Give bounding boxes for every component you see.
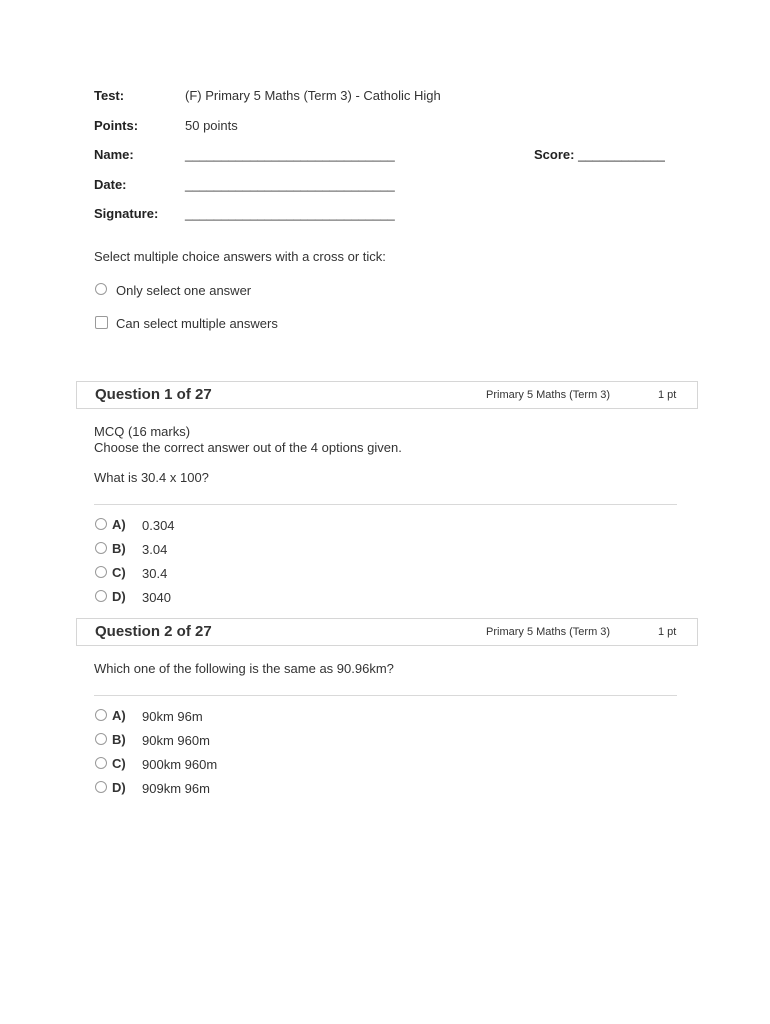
instructions-text: Select multiple choice answers with a cross or tick:: [94, 249, 386, 264]
option-text: 3040: [142, 590, 171, 605]
question-1-points: 1 pt: [658, 389, 677, 401]
date-field[interactable]: _____________________________: [185, 177, 395, 192]
question-2-header: [76, 618, 698, 646]
question-1-intro-line2: Choose the correct answer out of the 4 options given.: [94, 440, 402, 455]
divider: [94, 504, 677, 505]
option-text: 30.4: [142, 566, 168, 581]
score-line: ____________: [578, 147, 665, 162]
question-1-subject: Primary 5 Maths (Term 3): [486, 389, 611, 401]
option-text: 909km 96m: [142, 781, 210, 796]
option-letter: C): [112, 756, 126, 771]
points-value: 50 points: [185, 118, 238, 133]
radio-icon[interactable]: [95, 733, 107, 745]
points-row: [94, 118, 694, 136]
test-label: Test:: [94, 88, 125, 103]
option-text: 0.304: [142, 518, 175, 533]
signature-field[interactable]: _____________________________: [185, 206, 395, 221]
radio-icon[interactable]: [95, 590, 107, 602]
option-letter: A): [112, 708, 126, 723]
question-2-points: 1 pt: [658, 626, 677, 638]
signature-row: [94, 206, 694, 224]
date-label: Date:: [94, 177, 127, 192]
option-text: 90km 960m: [142, 733, 210, 748]
option-letter: D): [112, 589, 126, 604]
test-value: (F) Primary 5 Maths (Term 3) - Catholic High: [185, 88, 441, 103]
question-2-subject: Primary 5 Maths (Term 3): [486, 626, 611, 638]
option-text: 90km 96m: [142, 709, 203, 724]
points-label: Points:: [94, 118, 139, 133]
radio-icon[interactable]: [95, 566, 107, 578]
option-letter: C): [112, 565, 126, 580]
question-1-intro: [94, 424, 402, 456]
date-row: [94, 177, 694, 195]
question-1-intro-line1: MCQ (16 marks): [94, 424, 191, 439]
radio-icon: [95, 283, 107, 295]
signature-label: Signature:: [94, 206, 159, 221]
question-1-title: Question 1 of 27: [95, 386, 212, 403]
option-letter: D): [112, 780, 126, 795]
option-text: 3.04: [142, 542, 168, 557]
option-letter: B): [112, 541, 126, 556]
option-text: 900km 960m: [142, 757, 218, 772]
name-label: Name:: [94, 147, 134, 162]
question-1-header: [76, 381, 698, 409]
checkbox-icon: [95, 316, 108, 329]
radio-icon[interactable]: [95, 542, 107, 554]
question-1-prompt: What is 30.4 x 100?: [94, 470, 209, 485]
option-letter: A): [112, 517, 126, 532]
score-field[interactable]: [534, 147, 665, 162]
score-label: Score:: [534, 147, 575, 162]
option-letter: B): [112, 732, 126, 747]
radio-icon[interactable]: [95, 518, 107, 530]
divider: [94, 695, 677, 696]
question-2-title: Question 2 of 27: [95, 623, 212, 640]
radio-icon[interactable]: [95, 709, 107, 721]
legend-multiple-text: Can select multiple answers: [116, 316, 278, 331]
legend-single-text: Only select one answer: [116, 283, 252, 298]
radio-icon[interactable]: [95, 757, 107, 769]
radio-icon[interactable]: [95, 781, 107, 793]
name-row: [94, 147, 694, 165]
question-2-prompt: Which one of the following is the same as 90.96km?: [94, 661, 394, 676]
test-row: [94, 88, 694, 106]
name-field[interactable]: _____________________________: [185, 147, 395, 162]
